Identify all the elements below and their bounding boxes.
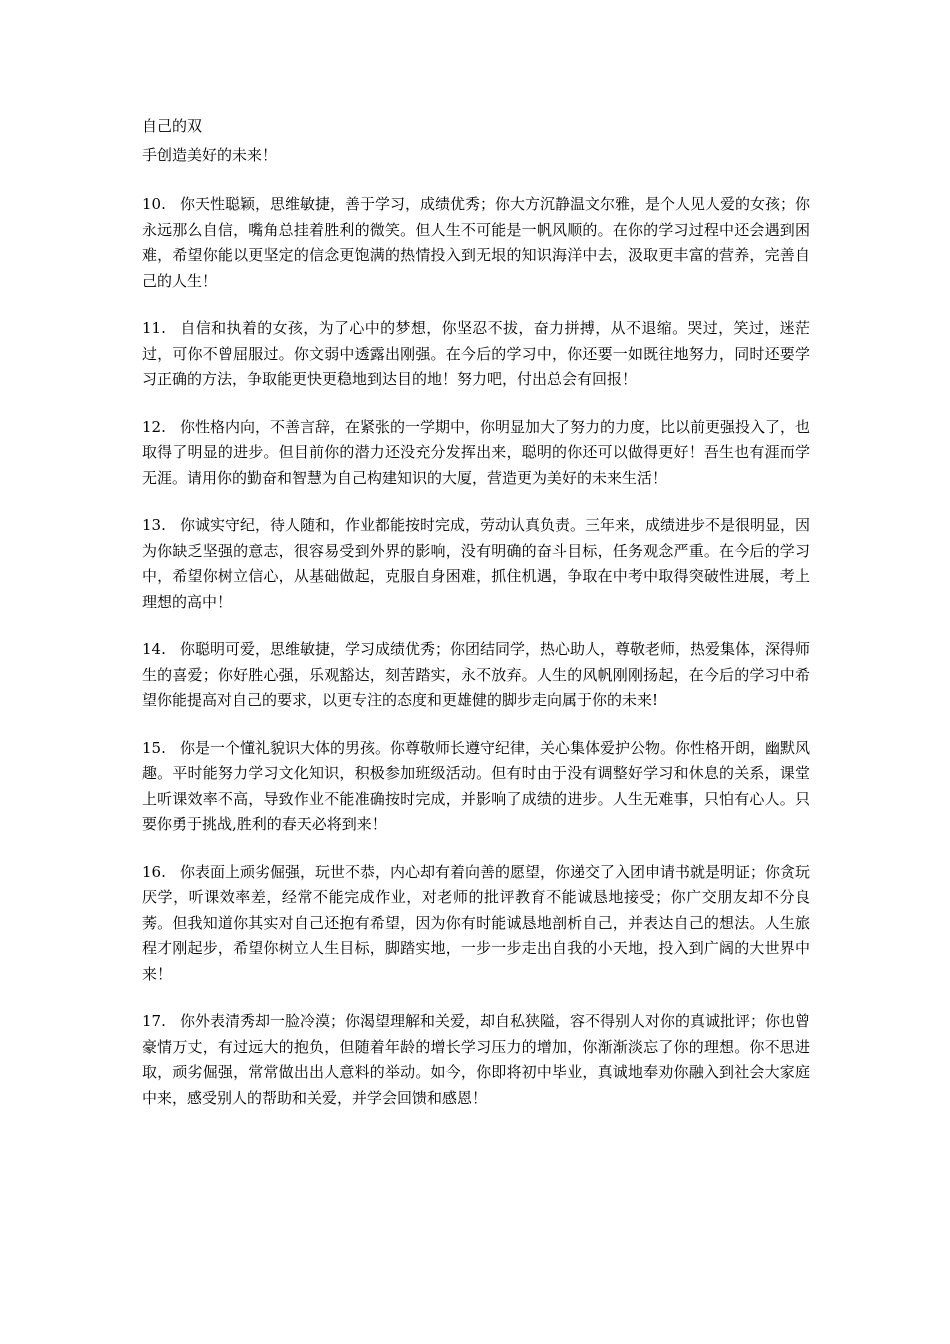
comment-number: 11. (142, 319, 166, 337)
comment-paragraph (142, 415, 810, 492)
comment-paragraph (142, 192, 810, 294)
intro-line-2: 手创造美好的未来！ (142, 146, 278, 164)
comment-text: 你外表清秀却一脸冷漠；你渴望理解和关爱，却自私狭隘，容不得别人对你的真诚批评；你也曾豪情万丈，有过远大的抱负，但随着年龄的增长学习压力的增加，你渐渐淡忘了你的理想。你不思进取，顽劣倔强，常常做出出人意料的举动。如今，你即将初中毕业，真诚地奉劝你融入到社会大家庭中来，感受别人的帮助和关爱，并学会回馈和感恩！ (142, 1012, 811, 1107)
comment-text: 你是一个懂礼貌识大体的男孩。你尊敬师长遵守纪律，关心集体爱护公物。你性格开朗，幽默风趣。平时能努力学习文化知识，积极参加班级活动。但有时由于没有调整好学习和休息的关系，课堂上听课效率不高，导致作业不能准确按时完成，并影响了成绩的进步。人生无难事，只怕有心人。只要你勇于挑战,胜利的春天必将到来！ (142, 738, 811, 833)
comment-number: 14. (142, 640, 166, 658)
comment-paragraph (142, 637, 810, 714)
intro-line-1: 自己的双 (142, 117, 203, 135)
comment-number: 17. (142, 1012, 166, 1030)
comment-number: 16. (142, 862, 166, 881)
document-page (142, 112, 810, 1133)
comment-number: 13. (142, 516, 166, 534)
comment-number: 10. (142, 195, 166, 213)
comment-text: 你诚实守纪，待人随和，作业都能按时完成，劳动认真负责。三年来，成绩进步不是很明显，因为你缺乏坚强的意志，很容易受到外界的影响，没有明确的奋斗目标，任务观念严重。在今后的学习中，希望你树立信心，从基础做起，克服自身困难，抓住机遇，争取在中考中取得突破性进展，考上理想的高中！ (142, 516, 811, 611)
comment-paragraph (142, 1009, 810, 1111)
comment-number: 12. (142, 417, 166, 436)
comment-text: 自信和执着的女孩，为了心中的梦想，你坚忍不拔，奋力拼搏，从不退缩。哭过，笑过，迷茫过，可你不曾屈服过。你文弱中透露出刚强。在今后的学习中，你还要一如既往地努力，同时还要学习正确的方法，争取能更快更稳地到达目的地！努力吧，付出总会有回报！ (142, 319, 810, 388)
comment-paragraph (142, 860, 810, 988)
comment-text: 你表面上顽劣倔强，玩世不恭，内心却有着向善的愿望，你递交了入团申请书就是明证；你贪玩厌学，听课效率差，经常不能完成作业，对老师的批评教育不能诚恳地接受；你广交朋友却不分良莠。但我知道你其实对自己还抱有希望，因为你有时能诚恳地剖析自己，并表达自己的想法。人生旅程才刚起步，希望你树立人生目标，脚踏实地，一步一步走出自我的小天地，投入到广阔的大世界中来！ (142, 862, 811, 983)
comment-text: 你天性聪颖，思维敏捷，善于学习，成绩优秀；你大方沉静温文尔雅，是个人见人爱的女孩；你永远那么自信，嘴角总挂着胜利的微笑。但人生不可能是一帆风顺的。在你的学习过程中还会遇到困难，希望你能以更坚定的信念更饱满的热情投入到无垠的知识海洋中去，汲取更丰富的营养，完善自己的人生！ (142, 195, 811, 290)
comment-paragraph (142, 736, 810, 838)
comment-paragraph (142, 316, 810, 393)
comment-number: 15. (142, 738, 166, 757)
comment-paragraph (142, 513, 810, 615)
comment-text: 你性格内向，不善言辞，在紧张的一学期中，你明显加大了努力的力度，比以前更强投入了，也取得了明显的进步。但目前你的潜力还没充分发挥出来，聪明的你还可以做得更好！吾生也有涯而学无涯。请用你的勤奋和智慧为自己构建知识的大厦，营造更为美好的未来生活！ (142, 417, 811, 487)
comment-text: 你聪明可爱，思维敏捷，学习成绩优秀；你团结同学，热心助人，尊敬老师，热爱集体，深得师生的喜爱；你好胜心强，乐观豁达，刻苦踏实，永不放弃。人生的风帆刚刚扬起，在今后的学习中希望你能提高对自己的要求，以更专注的态度和更雄健的脚步走向属于你的未来! (142, 640, 811, 709)
